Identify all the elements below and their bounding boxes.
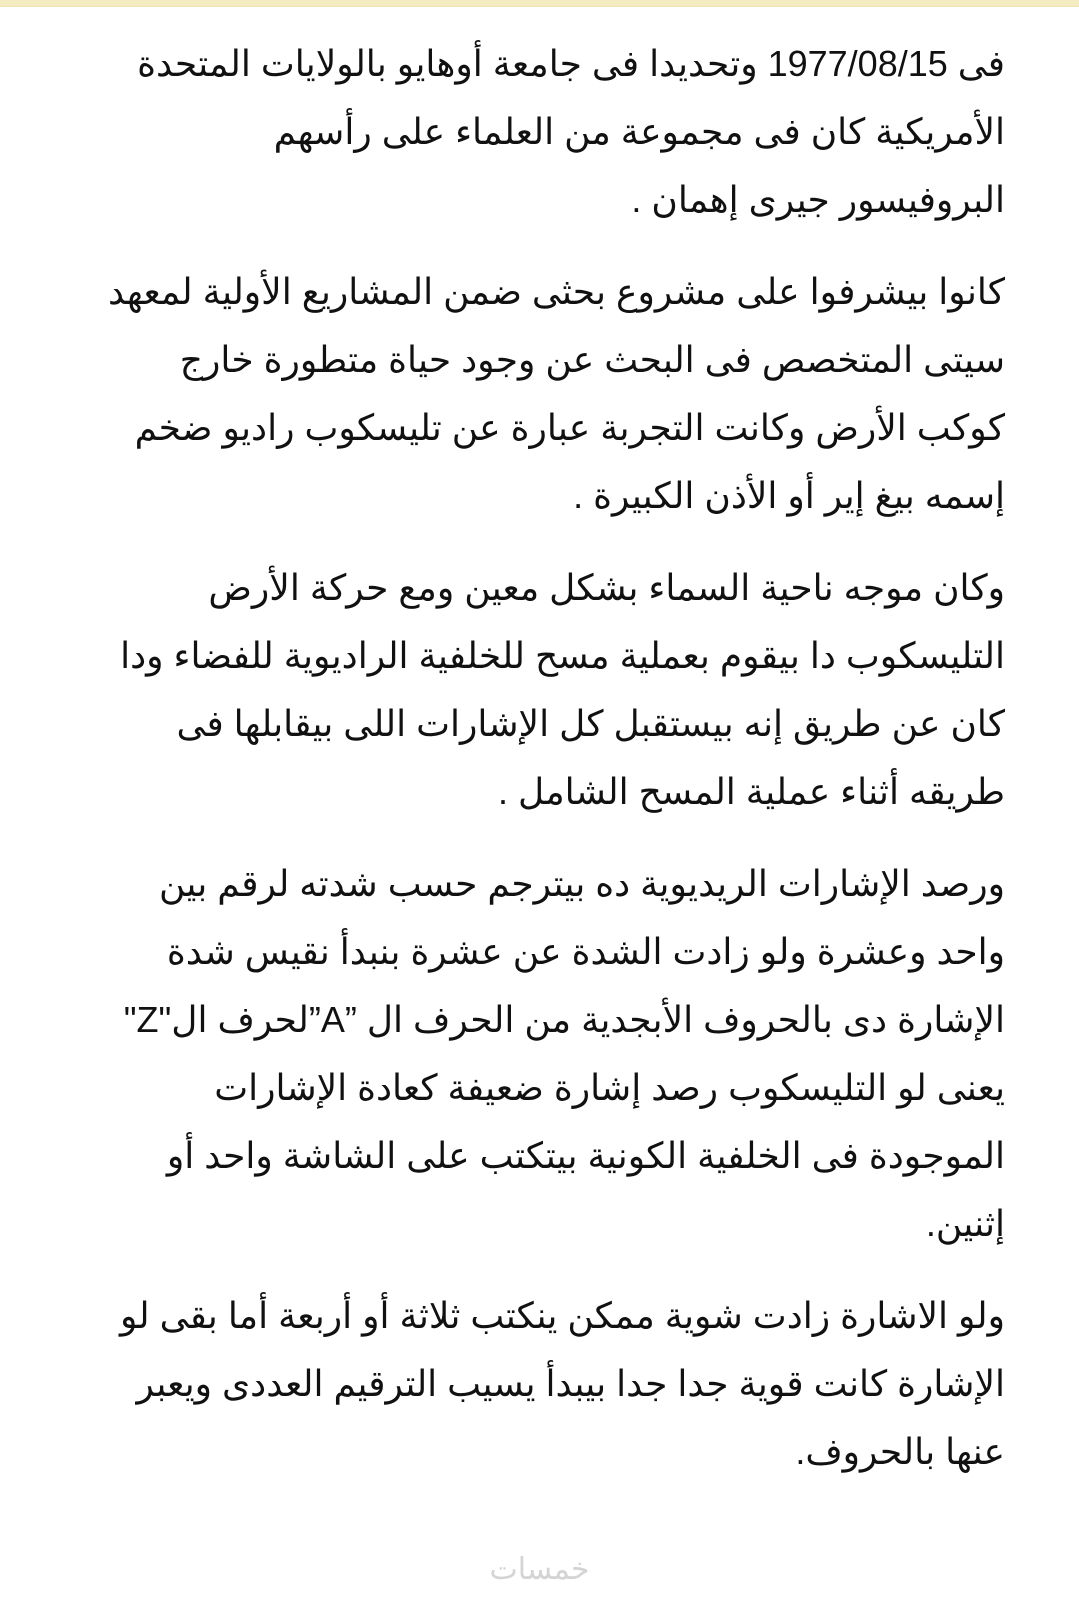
paragraph-5: ولو الاشارة زادت شوية ممكن ينكتب ثلاثة أو أربعة أما بقى لو الإشارة كانت قوية جدا جدا بيبدأ يسيب الترقيم العددى ويعبر عنها بالحروف. [120,1295,1005,1472]
paragraph-4: ورصد الإشارات الريديوية ده بيترجم حسب شدته لرقم بين واحد وعشرة ولو زادت الشدة عن عشرة بنبدأ نقيس شدة الإشارة دى بالحروف الأبجدية من الحرف ال ”A”لحرف ال"Z" يعنى لو التليسكوب رصد إشارة ضعيفة كعادة الإشارات الموجودة فى الخلفية الكونية بيتكتب على الشاشة واحد أو إثنين. [123,863,1005,1244]
site-watermark: خمسات [489,1553,590,1586]
paragraph-2: كانوا بيشرفوا على مشروع بحثى ضمن المشاريع الأولية لمعهد سيتى المتخصص فى البحث عن وجود حياة متطورة خارج كوكب الأرض وكانت التجربة عبارة عن تليسكوب راديو ضخم إسمه بيغ إير أو الأذن الكبيرة . [108,271,1005,516]
paragraph-1: فى 1977/08/15 وتحديدا فى جامعة أوهايو بالولايات المتحدة الأمريكية كان فى مجموعة من العلماء على رأسهم البروفيسور جيرى إهمان . [137,43,1005,220]
paragraph-3: وكان موجه ناحية السماء بشكل معين ومع حركة الأرض التليسكوب دا بيقوم بعملية مسح للخلفية الراديوية للفضاء ودا كان عن طريق إنه بيستقبل كل الإشارات اللى بيقابلها فى طريقه أثناء عملية المسح الشامل . [120,567,1005,812]
article-body [105,30,1005,1510]
top-status-strip [0,0,1079,7]
